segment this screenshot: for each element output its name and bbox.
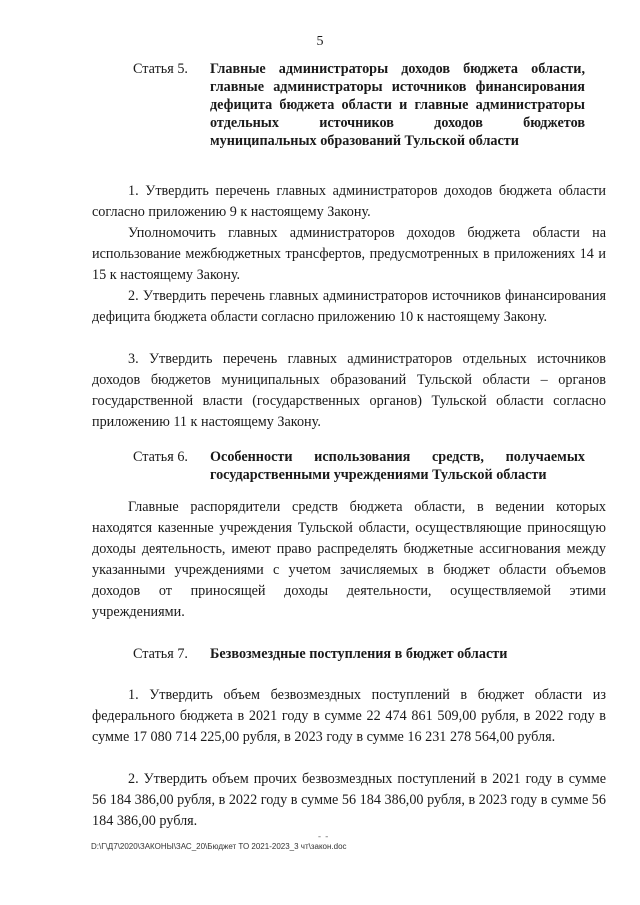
article-7-paragraph-1: 1. Утвердить объем безвозмездных поступлений в бюджет области из федерального бюджета в 2021 году в сумме 22 474 861 509,00 рубля, в 2022 году в сумме 17 080 714 225,00 рубля, в 2023 году в сумме 16 231 278 564,00 рубля. xyxy=(92,687,606,745)
article-5-paragraph-2: Уполномочить главных администраторов доходов бюджета области на использование межбюджетных трансфертов, предусмотренных в приложениях 14 и 15 к настоящему Закону. xyxy=(92,225,606,283)
article-6-heading xyxy=(133,448,585,484)
article-6-number: Статья 6. xyxy=(133,449,188,465)
page-number: 5 xyxy=(316,34,324,49)
footer-mark: - - xyxy=(318,831,330,841)
article-5-heading xyxy=(133,60,585,150)
article-7-number: Статья 7. xyxy=(133,646,188,662)
article-7-heading xyxy=(133,645,585,663)
article-5-paragraph-1: 1. Утвердить перечень главных администраторов доходов бюджета области согласно приложению 9 к настоящему Закону. xyxy=(92,183,606,220)
article-5-title: Главные администраторы доходов бюджета области, главные администраторы источников финансирования дефицита бюджета области и главные администраторы отдельных источников доходов бюджетов муниципальных образований Тульской области xyxy=(210,61,585,149)
article-7-paragraph-2: 2. Утвердить объем прочих безвозмездных поступлений в 2021 году в сумме 56 184 386,00 рубля, в 2022 году в сумме 56 184 386,00 рубля, в 2023 году в сумме 56 184 386,00 рубля. xyxy=(92,771,606,829)
article-5-number: Статья 5. xyxy=(133,61,188,77)
article-5-paragraph-3: 2. Утвердить перечень главных администраторов источников финансирования дефицита бюджета области согласно приложению 10 к настоящему Закону. xyxy=(92,288,606,325)
article-6-title: Особенности использования средств, получаемых государственными учреждениями Тульской области xyxy=(210,449,585,483)
article-5-paragraph-4: 3. Утвердить перечень главных администраторов отдельных источников доходов бюджетов муниципальных образований Тульской области – органов государственной власти (государственных органов) Тульской области согласно приложению 11 к настоящему Закону. xyxy=(92,351,606,430)
article-6-paragraph-1: Главные распорядители средств бюджета области, в ведении которых находятся казенные учреждения Тульской области, осуществляющие приносящую доходы деятельность, имеют право распределять бюджетные ассигнования между указанными учреждениями с учетом зачисляемых в бюджет области объемов доходов от приносящей доходы деятельности, осуществляемой этими учреждениями. xyxy=(92,499,606,620)
footer-file-path: D:\Г\Д7\2020\ЗАКОНЫ\ЗАС_20\Бюджет ТО 2021-2023_3 чт\закон.doc xyxy=(91,842,347,851)
article-7-title: Безвозмездные поступления в бюджет области xyxy=(210,646,508,662)
